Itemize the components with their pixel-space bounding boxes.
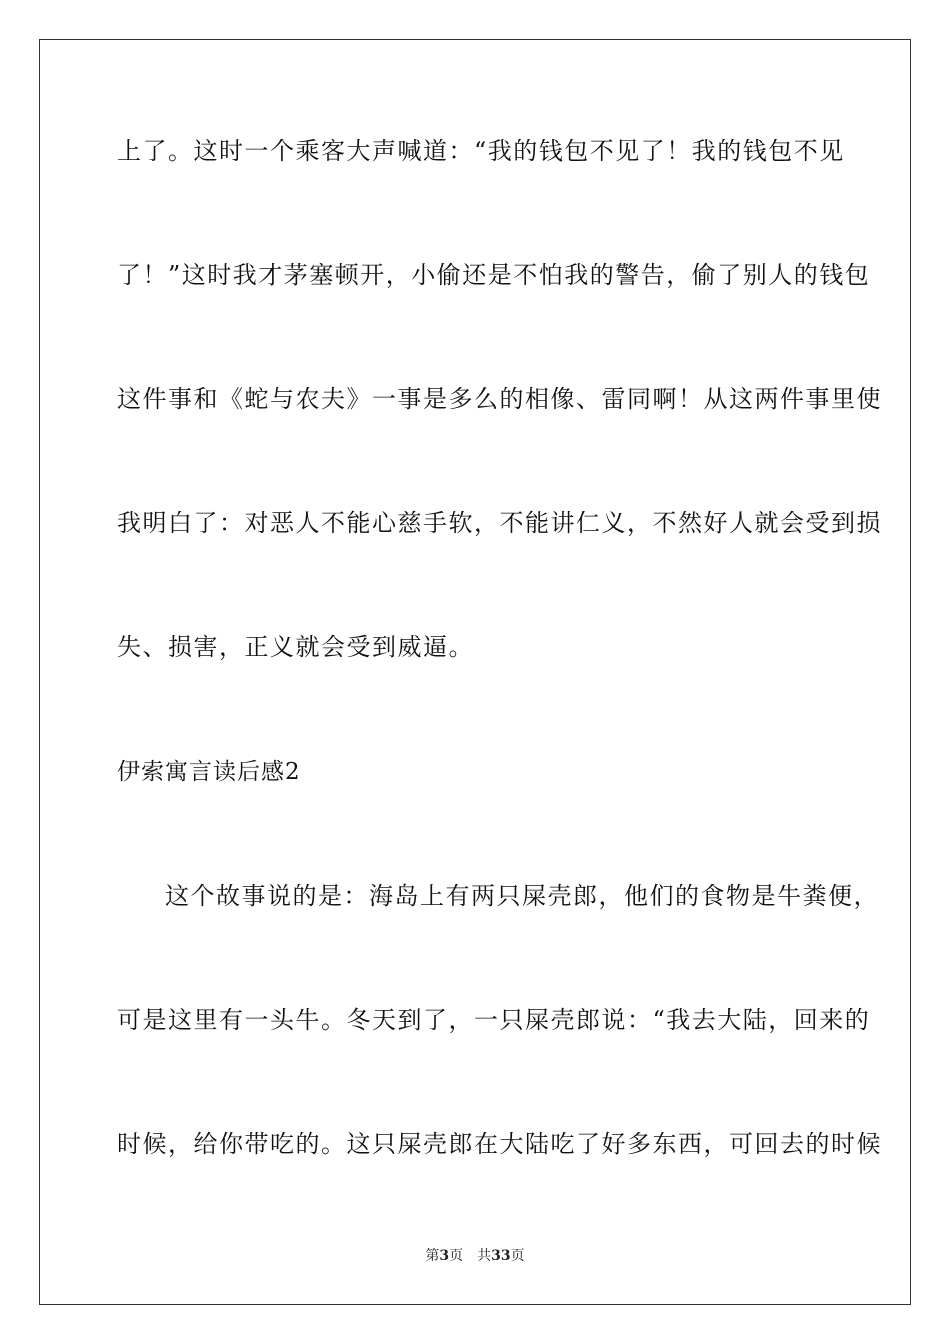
page-total: 33: [491, 1248, 511, 1264]
body-text-line: 时候，给你带吃的。这只屎壳郎在大陆吃了好多东西，可回去的时候: [117, 1130, 882, 1158]
total-suffix: 页: [510, 1248, 525, 1264]
body-text-line-indented: 这个故事说的是：海岛上有两只屎壳郎，他们的食物是牛粪便，: [165, 882, 879, 910]
body-text-line: 可是这里有一头牛。冬天到了，一只屎壳郎说：“我去大陆，回来的: [117, 1006, 871, 1034]
page-current: 3: [439, 1248, 450, 1264]
page-suffix: 页: [449, 1248, 464, 1264]
body-text-line: 上了。这时一个乘客大声喊道：“我的钱包不见了！我的钱包不见: [117, 137, 845, 165]
page-prefix: 第: [425, 1248, 440, 1264]
body-text-line: 这件事和《蛇与农夫》一事是多么的相像、雷同啊！从这两件事里使: [117, 385, 882, 413]
total-prefix: 共: [477, 1248, 492, 1264]
body-text-line: 我明白了：对恶人不能心慈手软，不能讲仁义，不然好人就会受到损: [117, 509, 882, 537]
body-text-line: 失、损害，正义就会受到威逼。: [117, 633, 474, 661]
page-footer: [0, 1247, 950, 1265]
page-border: [39, 39, 911, 1305]
body-text-line: 了！”这时我才茅塞顿开，小偷还是不怕我的警告，偷了别人的钱包: [117, 261, 871, 289]
section-heading: 伊索寓言读后感2: [117, 759, 301, 785]
